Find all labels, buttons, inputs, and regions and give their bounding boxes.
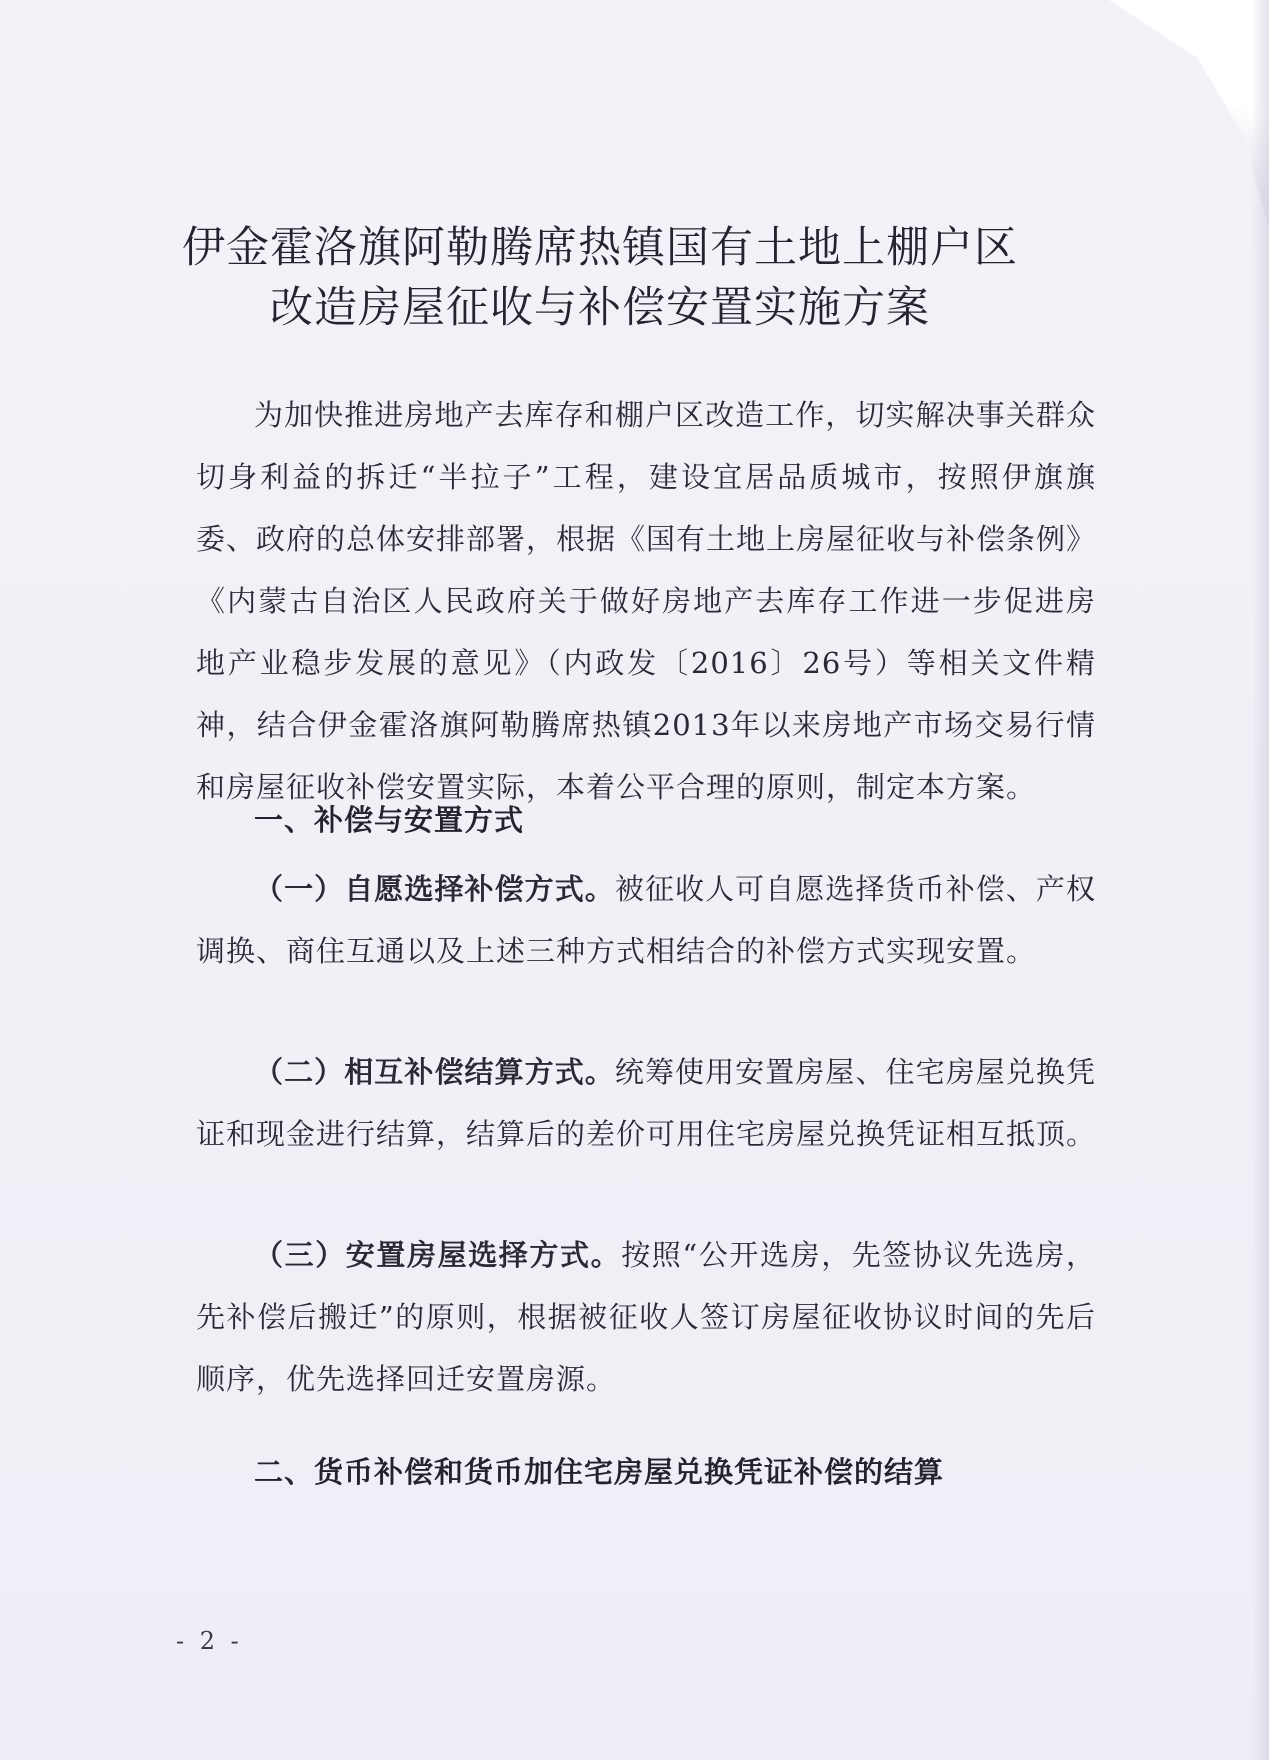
section1-heading: 一、补偿与安置方式 xyxy=(254,803,525,837)
item2-lead: （二）相互补偿结算方式。 xyxy=(254,1055,615,1089)
item1-lead: （一）自愿选择补偿方式。 xyxy=(254,872,615,906)
section1-item2 xyxy=(196,1041,1096,1165)
item3-lead: （三）安置房屋选择方式。 xyxy=(254,1238,622,1272)
section2-heading: 二、货币补偿和货币加住宅房屋兑换凭证补偿的结算 xyxy=(254,1455,945,1489)
item2-text: 统筹使用安置房屋、住宅房屋兑换凭证和现金进行结算，结算后的差价可用住宅房屋兑换凭证相互抵顶。 xyxy=(196,1055,1097,1151)
page-edge-shadow xyxy=(1251,0,1269,1760)
item3-text: 按照“公开选房，先签协议先选房，先补偿后搬迁”的原则，根据被征收人签订房屋征收协议时间的先后顺序，优先选择回迁安置房源。 xyxy=(196,1238,1096,1396)
folded-corner xyxy=(1109,0,1269,230)
document-title-line1: 伊金霍洛旗阿勒腾席热镇国有土地上棚户区 xyxy=(182,223,1018,273)
item1-text: 被征收人可自愿选择货币补偿、产权调换、商住互通以及上述三种方式相结合的补偿方式实现安置。 xyxy=(196,872,1096,968)
section1-item1 xyxy=(196,858,1096,982)
page-number: - 2 - xyxy=(176,1627,243,1655)
document-title-line2: 改造房屋征收与补偿安置实施方案 xyxy=(270,283,930,333)
intro-paragraph: 为加快推进房地产去库存和棚户区改造工作，切实解决事关群众切身利益的拆迁“半拉子”工程，建设宜居品质城市，按照伊旗旗委、政府的总体安排部署，根据《国有土地上房屋征收与补偿条例》《内蒙古自治区人民政府关于做好房地产去库存工作进一步促进房地产业稳步发展的意见》（内政发〔2016〕26号）等相关文件精神，结合伊金霍洛旗阿勒腾席热镇2013年以来房地产市场交易行情和房屋征收补偿安置实际，本着公平合理的原则，制定本方案。 xyxy=(196,398,1097,804)
section1-item3 xyxy=(196,1224,1096,1410)
